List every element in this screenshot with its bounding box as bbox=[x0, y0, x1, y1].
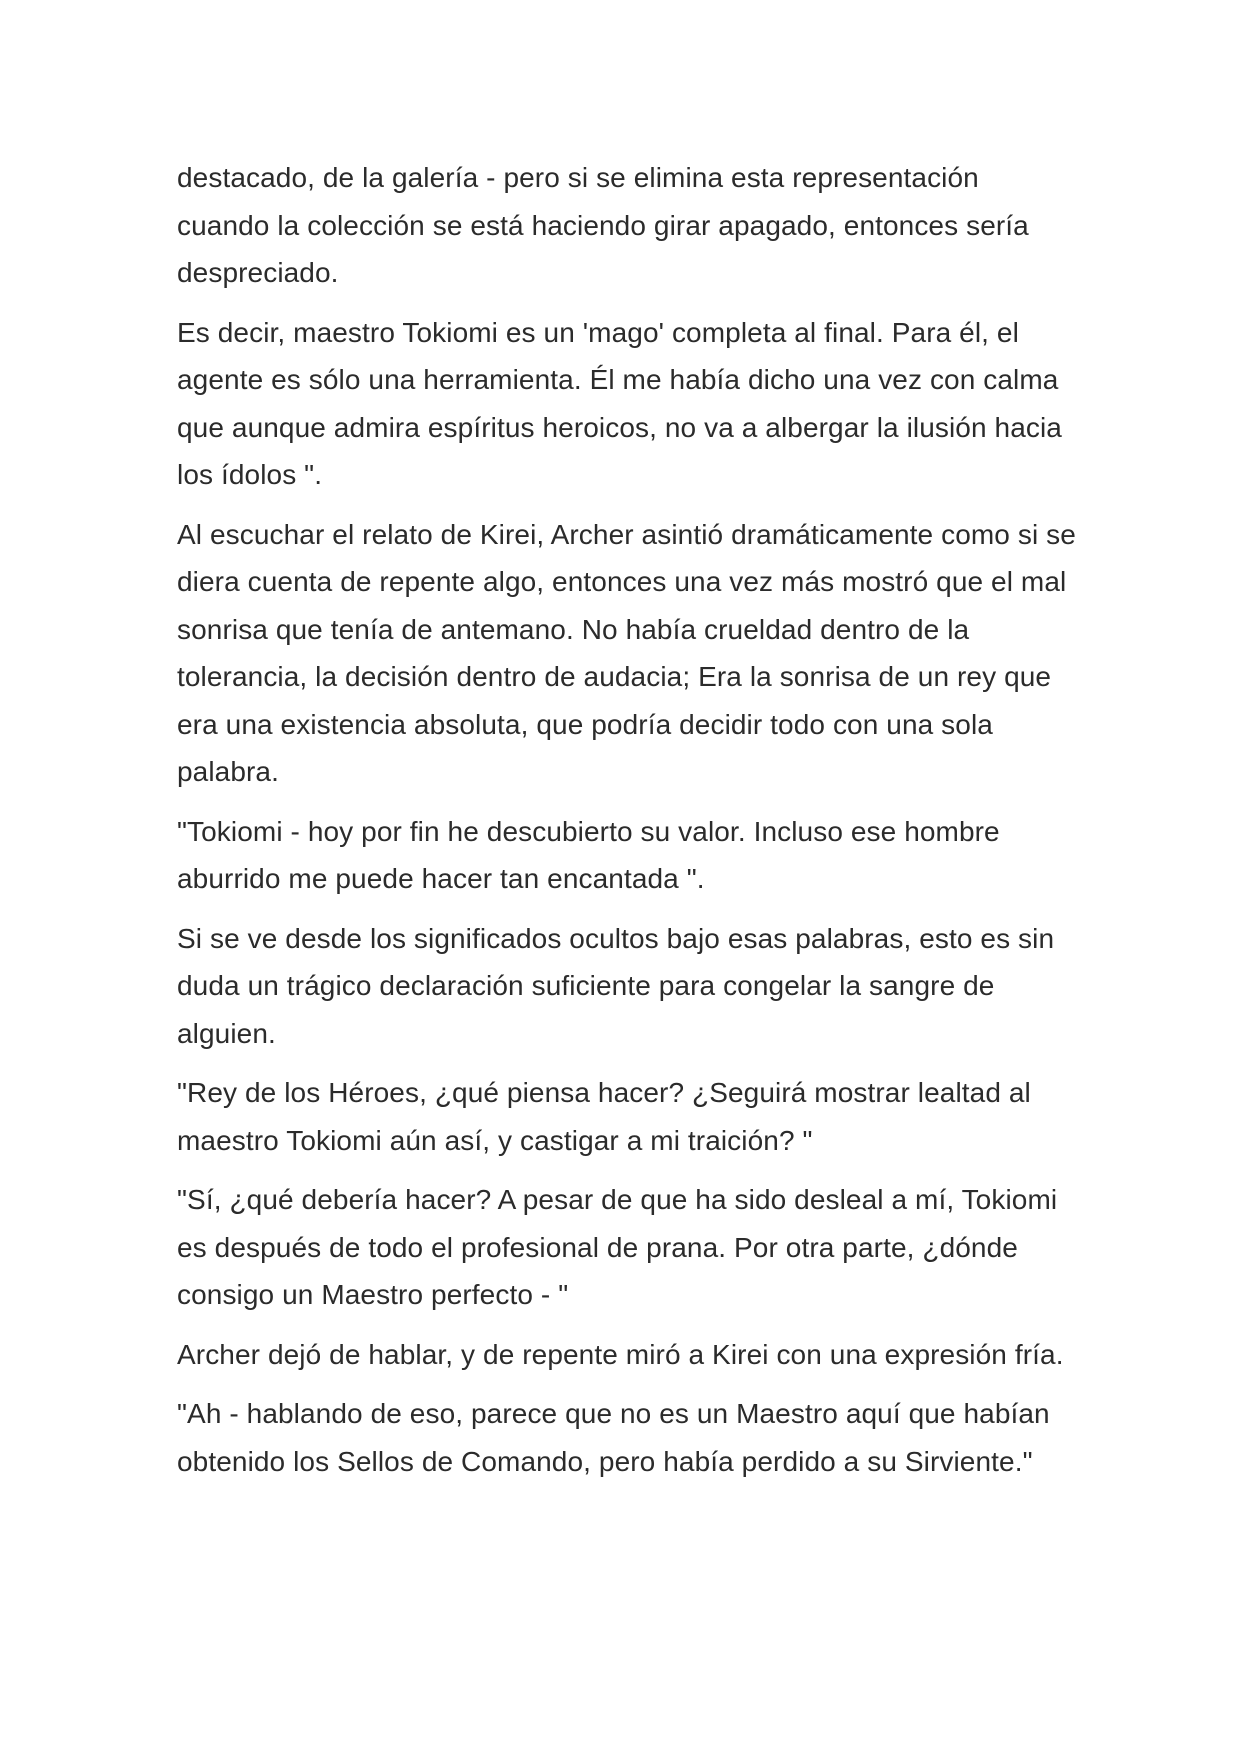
paragraph-8: Archer dejó de hablar, y de repente miró a Kirei con una expresión fría. bbox=[177, 1338, 1064, 1370]
body-text bbox=[177, 154, 1077, 1497]
paragraph-4: "Tokiomi - hoy por fin he descubierto su valor. Incluso ese hombre aburrido me puede hacer tan encantada ". bbox=[177, 815, 1000, 894]
paragraph-7: "Sí, ¿qué debería hacer? A pesar de que ha sido desleal a mí, Tokiomi es después de todo el profesional de prana. Por otra parte, ¿dónde consigo un Maestro perfecto - " bbox=[177, 1184, 1058, 1310]
paragraph-5: Si se ve desde los significados ocultos bajo esas palabras, esto es sin duda un trágico declaración suficiente para congelar la sangre de alguien. bbox=[177, 922, 1055, 1049]
paragraph-6: "Rey de los Héroes, ¿qué piensa hacer? ¿Seguirá mostrar lealtad al maestro Tokiomi aún así, y castigar a mi traición? " bbox=[177, 1077, 1031, 1156]
paragraph-3: Al escuchar el relato de Kirei, Archer asintió dramáticamente como si se diera cuenta de repente algo, entonces una vez más mostró que el mal sonrisa que tenía de antemano. No había crueldad dentro de la tolerancia, la decisión dentro de audacia; Era la sonrisa de un rey que era una existencia absoluta, que podría decidir todo con una sola palabra. bbox=[177, 518, 1076, 787]
paragraph-1: destacado, de la galería - pero si se elimina esta representación cuando la colección se está haciendo girar apagado, entonces sería despreciado. bbox=[177, 162, 1029, 288]
paragraph-2: Es decir, maestro Tokiomi es un 'mago' completa al final. Para él, el agente es sólo una herramienta. Él me había dicho una vez con calma que aunque admira espíritus heroicos, no va a albergar la ilusión hacia los ídolos ". bbox=[177, 316, 1062, 490]
paragraph-9: "Ah - hablando de eso, parece que no es un Maestro aquí que habían obtenido los Sellos de Comando, pero había perdido a su Sirviente." bbox=[177, 1398, 1050, 1477]
